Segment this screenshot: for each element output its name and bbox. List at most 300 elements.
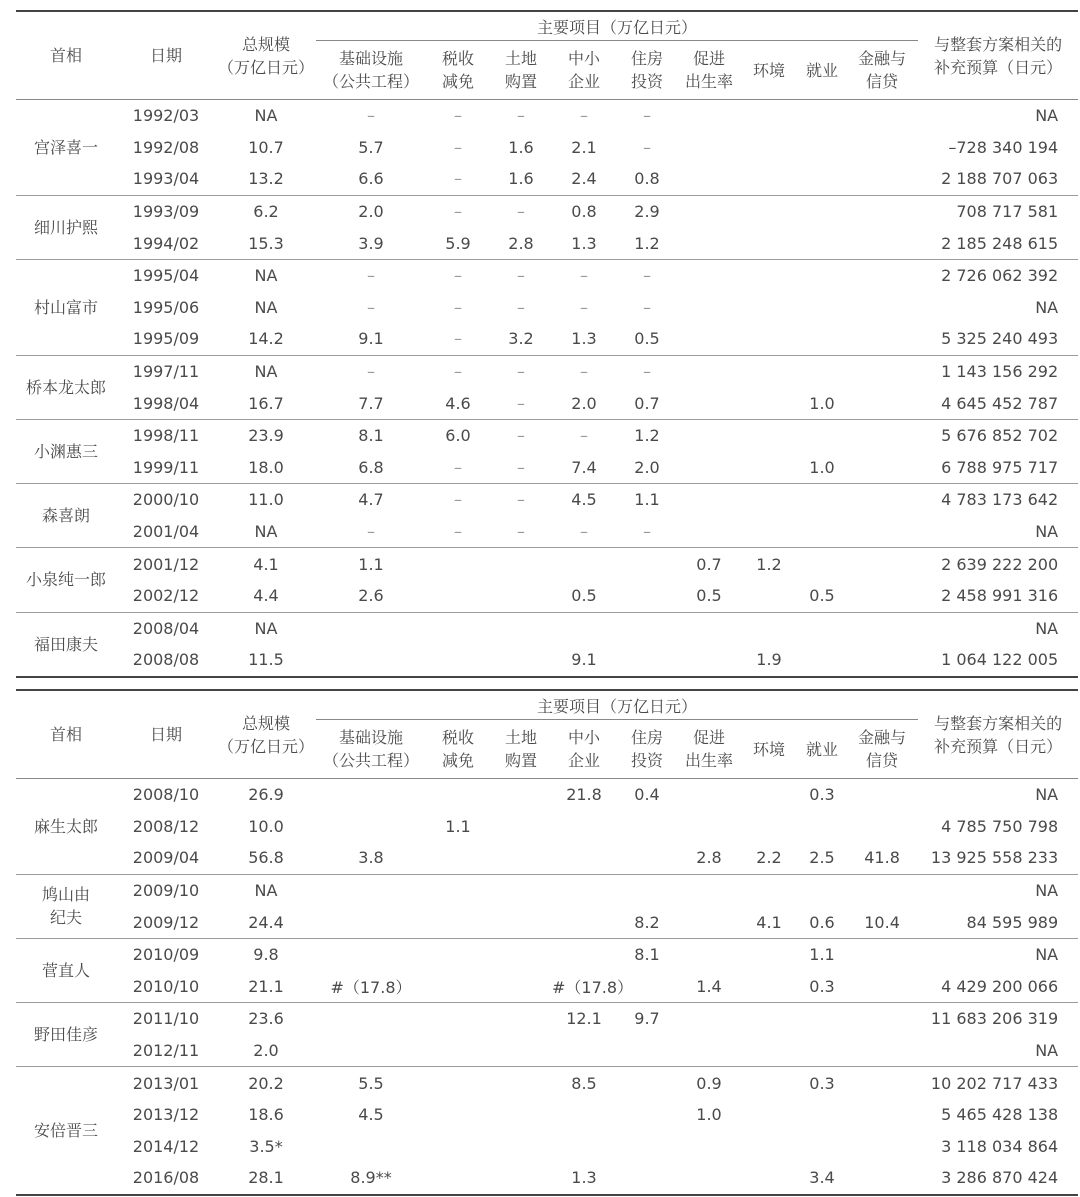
total-cell: 14.2 xyxy=(216,323,316,355)
date-cell: 1995/06 xyxy=(132,297,200,317)
date-cell: 2012/11 xyxy=(116,1035,216,1067)
housing-cell: 9.7 xyxy=(634,1009,660,1029)
table-row xyxy=(16,195,1078,227)
finance-cell xyxy=(846,971,918,1003)
total-cell: 21.1 xyxy=(216,971,316,1003)
housing-cell xyxy=(616,1131,678,1163)
header-sme: 中小 企业 xyxy=(552,720,616,779)
env-cell xyxy=(740,1003,798,1035)
tax-cell xyxy=(426,971,490,1003)
header-environment: 环境 xyxy=(740,41,798,100)
land-cell xyxy=(490,580,552,612)
pm-name-cell: 小渊惠三 xyxy=(16,419,116,483)
pm-name-cell: 桥本龙太郎 xyxy=(16,355,116,419)
supp-cell: 5 465 428 138 xyxy=(941,1105,1059,1125)
tax-cell xyxy=(426,874,490,906)
date-cell: 1993/09 xyxy=(132,202,200,222)
env-cell xyxy=(740,1099,798,1131)
birth-cell xyxy=(678,811,740,843)
total-cell: 24.4 xyxy=(216,906,316,938)
env-cell xyxy=(740,195,798,227)
infra-cell: 9.1 xyxy=(316,323,426,355)
table-header xyxy=(16,11,1078,100)
finance-cell xyxy=(846,938,918,970)
total-cell: 3.5* xyxy=(249,1136,283,1156)
date-cell: 1993/04 xyxy=(116,163,216,195)
table-row xyxy=(16,1162,1078,1195)
header-finance: 金融与 信贷 xyxy=(846,41,918,100)
sme-cell: 1.3 xyxy=(552,227,616,259)
tax-cell: – xyxy=(454,297,462,317)
employ-cell: 0.3 xyxy=(809,1073,835,1093)
land-cell: 3.2 xyxy=(490,323,552,355)
finance-cell xyxy=(846,387,918,419)
land-cell: – xyxy=(517,266,525,286)
tax-cell xyxy=(426,644,490,677)
total-cell: 26.9 xyxy=(248,785,284,805)
total-cell: 23.6 xyxy=(248,1009,284,1029)
supp-cell: 3 118 034 864 xyxy=(941,1136,1059,1156)
table-row xyxy=(16,259,1078,291)
sme-cell xyxy=(552,842,616,874)
birth-cell: 0.7 xyxy=(696,554,722,574)
sme-cell: 7.4 xyxy=(552,452,616,484)
supp-cell: 1 064 122 005 xyxy=(918,644,1078,677)
date-cell: 2013/01 xyxy=(132,1073,200,1093)
sme-cell: 21.8 xyxy=(566,785,602,805)
env-cell xyxy=(740,1035,798,1067)
infra-cell: 2.0 xyxy=(358,202,384,222)
table-row xyxy=(16,1003,1078,1035)
table-body xyxy=(16,779,1078,1195)
tax-cell: 5.9 xyxy=(426,227,490,259)
header-birthrate: 促进 出生率 xyxy=(678,41,740,100)
birth-cell: 2.8 xyxy=(678,842,740,874)
date-cell: 2010/10 xyxy=(116,971,216,1003)
sme-cell xyxy=(552,1099,616,1131)
supp-cell: 1 143 156 292 xyxy=(941,362,1059,382)
housing-cell: 1.2 xyxy=(616,227,678,259)
tax-cell: – xyxy=(454,106,462,126)
table-row xyxy=(16,580,1078,612)
land-cell xyxy=(490,1035,552,1067)
housing-cell: – xyxy=(643,106,651,126)
supp-cell: NA xyxy=(1035,881,1059,901)
table-row xyxy=(16,452,1078,484)
env-cell xyxy=(740,259,798,291)
env-cell xyxy=(740,100,798,132)
birth-cell xyxy=(678,1162,740,1195)
table-row xyxy=(16,516,1078,548)
land-cell: – xyxy=(490,387,552,419)
employ-cell xyxy=(798,1003,846,1035)
env-cell xyxy=(740,355,798,387)
tax-cell xyxy=(426,1003,490,1035)
supp-cell: 2 188 707 063 xyxy=(918,163,1078,195)
infra-cell xyxy=(316,1131,426,1163)
env-cell xyxy=(740,516,798,548)
birth-cell xyxy=(678,355,740,387)
tax-cell: – xyxy=(454,137,462,157)
supp-cell: NA xyxy=(1035,297,1059,317)
employ-cell: 1.0 xyxy=(798,452,846,484)
env-cell xyxy=(740,323,798,355)
pm-name-cell: 森喜朗 xyxy=(16,484,116,548)
land-cell xyxy=(490,1162,552,1195)
header-supplementary: 与整套方案相关的 补充预算（日元） xyxy=(918,11,1078,100)
date-cell: 1998/11 xyxy=(132,426,200,446)
birth-cell xyxy=(678,292,740,324)
birth-cell: 1.0 xyxy=(696,1105,722,1125)
infra-cell: 5.5 xyxy=(358,1073,384,1093)
table-body xyxy=(16,100,1078,677)
total-cell: NA xyxy=(254,266,278,286)
tax-cell xyxy=(426,938,490,970)
employ-cell xyxy=(798,100,846,132)
supp-cell: 10 202 717 433 xyxy=(930,1073,1059,1093)
env-cell xyxy=(740,387,798,419)
birth-cell: 1.4 xyxy=(678,971,740,1003)
supp-cell: –728 340 194 xyxy=(948,137,1059,157)
birth-cell xyxy=(678,100,740,132)
birth-cell xyxy=(678,259,740,291)
date-cell: 1995/04 xyxy=(132,266,200,286)
total-cell: NA xyxy=(254,362,278,382)
tax-cell xyxy=(426,842,490,874)
total-cell: 6.2 xyxy=(253,202,279,222)
infra-cell xyxy=(316,1003,426,1035)
sme-cell: 0.5 xyxy=(552,580,616,612)
table-row xyxy=(16,132,1078,164)
date-cell: 2014/12 xyxy=(132,1136,200,1156)
table-row xyxy=(16,227,1078,259)
birth-cell xyxy=(678,195,740,227)
infra-cell: 8.9** xyxy=(316,1162,426,1195)
birth-cell xyxy=(678,1003,740,1035)
date-cell: 1992/08 xyxy=(132,137,200,157)
pm-name-cell: 宫泽喜一 xyxy=(16,100,116,196)
stimulus-table-2 xyxy=(16,689,1078,1196)
employ-cell xyxy=(798,195,846,227)
birth-cell xyxy=(678,132,740,164)
supp-cell: 5 676 852 702 xyxy=(941,426,1059,446)
infra-cell: 7.7 xyxy=(316,387,426,419)
infra-cell: 6.6 xyxy=(316,163,426,195)
birth-cell xyxy=(678,387,740,419)
finance-cell xyxy=(846,323,918,355)
housing-cell: – xyxy=(643,362,651,382)
tax-cell: – xyxy=(426,163,490,195)
sme-cell xyxy=(552,548,616,580)
employ-cell xyxy=(798,516,846,548)
housing-cell: 1.1 xyxy=(634,490,660,510)
housing-cell xyxy=(616,612,678,644)
land-cell: 1.6 xyxy=(508,137,534,157)
finance-cell xyxy=(846,644,918,677)
housing-cell xyxy=(616,811,678,843)
header-sme: 中小 企业 xyxy=(552,41,616,100)
employ-cell xyxy=(798,484,846,516)
total-cell: NA xyxy=(216,516,316,548)
total-cell: 13.2 xyxy=(216,163,316,195)
finance-cell xyxy=(846,548,918,580)
total-cell: 16.7 xyxy=(216,387,316,419)
birth-cell xyxy=(678,874,740,906)
header-environment: 环境 xyxy=(740,720,798,779)
env-cell xyxy=(740,419,798,451)
housing-cell: 0.5 xyxy=(616,323,678,355)
supp-cell: NA xyxy=(918,1035,1078,1067)
housing-cell xyxy=(616,644,678,677)
supp-cell: NA xyxy=(1035,945,1059,965)
env-cell xyxy=(740,292,798,324)
employ-cell xyxy=(798,132,846,164)
housing-cell xyxy=(616,842,678,874)
housing-cell xyxy=(616,580,678,612)
table-row xyxy=(16,971,1078,1003)
supp-cell: NA xyxy=(1035,106,1059,126)
header-tax-cut: 税收 减免 xyxy=(426,720,490,779)
tax-cell xyxy=(426,779,490,811)
stimulus-table-1 xyxy=(16,10,1078,678)
table-row xyxy=(16,548,1078,580)
infra-cell: 8.1 xyxy=(358,426,384,446)
env-cell xyxy=(740,779,798,811)
header-birthrate: 促进 出生率 xyxy=(678,720,740,779)
header-total: 总规模 （万亿日元） xyxy=(216,11,316,100)
housing-cell xyxy=(616,1162,678,1195)
supp-cell: NA xyxy=(918,516,1078,548)
finance-cell xyxy=(846,355,918,387)
sme-cell: – xyxy=(552,516,616,548)
date-cell: 2002/12 xyxy=(116,580,216,612)
land-cell xyxy=(490,938,552,970)
employ-cell: 1.0 xyxy=(798,387,846,419)
sme-cell: 0.8 xyxy=(571,202,597,222)
table-row xyxy=(16,323,1078,355)
supp-cell: 11 683 206 319 xyxy=(930,1009,1059,1029)
pm-name-cell: 鸠山由纪夫 xyxy=(16,874,116,938)
table-row xyxy=(16,644,1078,677)
total-cell: 10.0 xyxy=(248,816,284,836)
header-date: 日期 xyxy=(116,690,216,779)
infra-cell: #（17.8） xyxy=(316,971,426,1003)
land-cell: – xyxy=(490,516,552,548)
env-cell xyxy=(740,811,798,843)
table-row xyxy=(16,419,1078,451)
sme-cell: – xyxy=(580,106,588,126)
env-cell xyxy=(740,1067,798,1099)
env-cell xyxy=(740,971,798,1003)
date-cell: 2009/10 xyxy=(132,881,200,901)
tax-cell: – xyxy=(426,323,490,355)
env-cell xyxy=(740,484,798,516)
header-infrastructure: 基础设施 （公共工程） xyxy=(316,720,426,779)
employ-cell: 1.1 xyxy=(809,945,835,965)
birth-cell xyxy=(678,323,740,355)
sme-cell xyxy=(552,938,616,970)
tax-cell xyxy=(426,612,490,644)
supp-cell: 4 785 750 798 xyxy=(941,816,1059,836)
housing-cell: – xyxy=(643,266,651,286)
sme-cell: 9.1 xyxy=(552,644,616,677)
tax-cell: – xyxy=(454,362,462,382)
date-cell: 1998/04 xyxy=(116,387,216,419)
land-cell xyxy=(490,971,552,1003)
sme-cell xyxy=(552,906,616,938)
birth-cell: 0.9 xyxy=(696,1073,722,1093)
employ-cell: 0.3 xyxy=(809,785,835,805)
finance-cell: 41.8 xyxy=(846,842,918,874)
pm-name-cell: 村山富市 xyxy=(16,259,116,355)
land-cell: – xyxy=(517,426,525,446)
housing-cell: 2.0 xyxy=(616,452,678,484)
env-cell xyxy=(740,452,798,484)
date-cell: 2008/04 xyxy=(132,618,200,638)
tax-cell xyxy=(426,1131,490,1163)
sme-cell: 8.5 xyxy=(571,1073,597,1093)
sme-cell: 1.3 xyxy=(552,1162,616,1195)
tax-cell xyxy=(426,548,490,580)
header-total: 总规模 （万亿日元） xyxy=(216,690,316,779)
infra-cell xyxy=(316,938,426,970)
date-cell: 2009/04 xyxy=(116,842,216,874)
tax-cell: – xyxy=(454,202,462,222)
date-cell: 1997/11 xyxy=(132,362,200,382)
header-employment: 就业 xyxy=(798,720,846,779)
env-cell xyxy=(740,227,798,259)
sme-cell xyxy=(552,1131,616,1163)
pm-name-cell: 麻生太郎 xyxy=(16,779,116,875)
sme-cell: 2.1 xyxy=(571,137,597,157)
finance-cell xyxy=(846,612,918,644)
total-cell: 11.5 xyxy=(216,644,316,677)
supp-cell: 2 639 222 200 xyxy=(941,554,1059,574)
infra-cell: – xyxy=(316,516,426,548)
table-row xyxy=(16,1131,1078,1163)
infra-cell: 2.6 xyxy=(316,580,426,612)
infra-cell xyxy=(316,906,426,938)
employ-cell: 0.6 xyxy=(798,906,846,938)
table-row xyxy=(16,100,1078,132)
total-cell: 10.7 xyxy=(248,137,284,157)
finance-cell xyxy=(846,484,918,516)
table-row xyxy=(16,938,1078,970)
finance-cell xyxy=(846,811,918,843)
table-row xyxy=(16,612,1078,644)
env-cell: 4.1 xyxy=(740,906,798,938)
table-row xyxy=(16,906,1078,938)
sme-cell: – xyxy=(580,426,588,446)
date-cell: 2011/10 xyxy=(132,1009,200,1029)
table-row xyxy=(16,779,1078,811)
sme-cell: 2.0 xyxy=(552,387,616,419)
infra-cell: 4.7 xyxy=(358,490,384,510)
birth-cell xyxy=(678,906,740,938)
date-cell: 2016/08 xyxy=(116,1162,216,1195)
land-cell xyxy=(490,779,552,811)
header-finance: 金融与 信贷 xyxy=(846,720,918,779)
env-cell: 1.9 xyxy=(740,644,798,677)
land-cell: 1.6 xyxy=(490,163,552,195)
pm-name-cell: 小泉纯一郎 xyxy=(16,548,116,612)
tax-cell xyxy=(426,580,490,612)
header-land: 土地 购置 xyxy=(490,41,552,100)
employ-cell xyxy=(798,259,846,291)
birth-cell xyxy=(678,1035,740,1067)
date-cell: 1994/02 xyxy=(116,227,216,259)
birth-cell xyxy=(678,1131,740,1163)
table-row xyxy=(16,387,1078,419)
employ-cell xyxy=(798,1131,846,1163)
tax-cell xyxy=(426,1099,490,1131)
total-cell: 4.4 xyxy=(216,580,316,612)
total-cell: NA xyxy=(254,106,278,126)
finance-cell: 10.4 xyxy=(846,906,918,938)
supp-cell: 4 429 200 066 xyxy=(918,971,1078,1003)
sme-cell: #（17.8） xyxy=(552,971,616,1003)
date-cell: 1992/03 xyxy=(132,106,200,126)
birth-cell xyxy=(678,419,740,451)
birth-cell xyxy=(678,227,740,259)
supp-cell: 84 595 989 xyxy=(918,906,1078,938)
tax-cell: 4.6 xyxy=(426,387,490,419)
finance-cell xyxy=(846,580,918,612)
land-cell xyxy=(490,1099,552,1131)
total-cell: 56.8 xyxy=(216,842,316,874)
infra-cell: 6.8 xyxy=(316,452,426,484)
sme-cell: – xyxy=(580,362,588,382)
finance-cell xyxy=(846,1099,918,1131)
env-cell xyxy=(740,580,798,612)
date-cell: 2013/12 xyxy=(132,1105,200,1125)
finance-cell xyxy=(846,516,918,548)
env-cell xyxy=(740,612,798,644)
infra-cell xyxy=(316,779,426,811)
table-row xyxy=(16,484,1078,516)
total-cell: 4.1 xyxy=(253,554,279,574)
supp-cell: 13 925 558 233 xyxy=(918,842,1078,874)
sme-cell: – xyxy=(580,266,588,286)
housing-cell: – xyxy=(643,137,651,157)
supp-cell: 2 726 062 392 xyxy=(941,266,1059,286)
total-cell: 20.2 xyxy=(248,1073,284,1093)
tax-cell: 1.1 xyxy=(445,816,471,836)
table-header xyxy=(16,690,1078,779)
employ-cell xyxy=(798,644,846,677)
employ-cell xyxy=(798,419,846,451)
env-cell xyxy=(740,874,798,906)
env-cell: 2.2 xyxy=(740,842,798,874)
land-cell: 2.8 xyxy=(490,227,552,259)
table-row xyxy=(16,842,1078,874)
land-cell xyxy=(490,1067,552,1099)
finance-cell xyxy=(846,1003,918,1035)
finance-cell xyxy=(846,1131,918,1163)
birth-cell xyxy=(678,612,740,644)
total-cell: 18.0 xyxy=(216,452,316,484)
birth-cell xyxy=(678,644,740,677)
employ-cell xyxy=(798,355,846,387)
housing-cell: – xyxy=(643,297,651,317)
date-cell: 2008/10 xyxy=(132,785,200,805)
tax-cell: – xyxy=(454,490,462,510)
table-row xyxy=(16,1067,1078,1099)
land-cell xyxy=(490,906,552,938)
birth-cell xyxy=(678,516,740,548)
header-tax-cut: 税收 减免 xyxy=(426,41,490,100)
supp-cell: 2 185 248 615 xyxy=(918,227,1078,259)
